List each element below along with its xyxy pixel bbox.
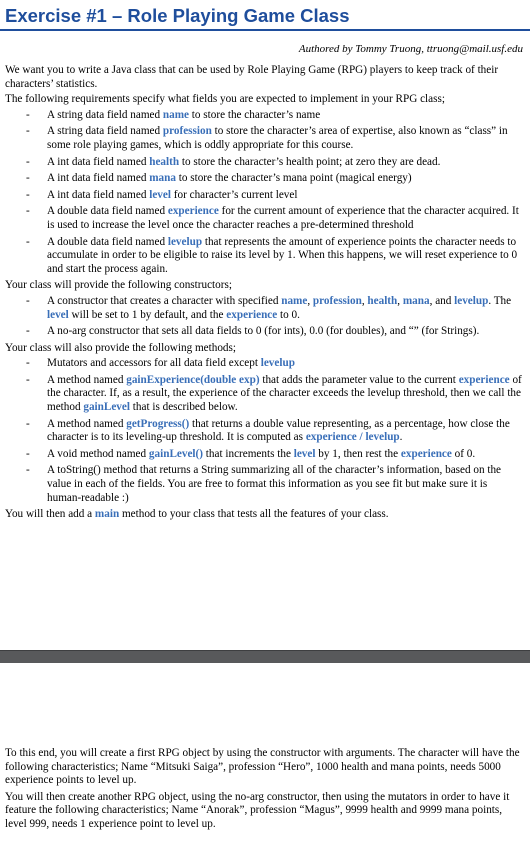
list-item: - A double data field named experience for the current amount of experience that the character acquired. It is used to increase the level once the character reaches a pre-determined threshold: [26, 205, 519, 231]
keyword: mana: [149, 172, 176, 185]
keyword: level: [47, 308, 69, 321]
keyword: profession: [312, 294, 362, 307]
first-object-paragraph: To this end, you will create a first RPG object by using the constructor with arguments. The character will have the following characteristics; Name “Mitsuki Saiga”, profession “Hero”, 1000 health and mana points, needs 5000 experience points to level up.: [5, 747, 520, 787]
keyword: level: [149, 188, 171, 201]
list-item: - A int data field named mana to store the character’s mana point (magical energy): [26, 172, 412, 185]
keyword: experience: [458, 373, 510, 386]
fields-list: [5, 109, 523, 277]
keyword: main: [94, 508, 120, 521]
keyword: level: [293, 447, 316, 460]
list-item: - A double data field named levelup that represents the amount of experience points the character needs to accumulate in order to be eligible to raise its level by 1. When this happens, we will reset experience to 0 and start the process again.: [26, 235, 518, 275]
list-item: - A no-arg constructor that sets all data fields to 0 (for ints), 0.0 (for doubles), and “” (for Strings).: [26, 325, 480, 338]
keyword: name: [162, 108, 189, 121]
main-method-paragraph: You will then add a main method to your class that tests all the features of your class.: [5, 508, 389, 521]
keyword: health: [149, 155, 180, 168]
bullet: -: [26, 294, 30, 307]
list-item: - A int data field named level for character’s current level: [26, 188, 298, 201]
keyword: gainLevel(): [148, 447, 203, 460]
bullet: -: [26, 325, 30, 338]
bullet: -: [26, 155, 30, 168]
keyword: gainExperience(double exp): [126, 373, 260, 386]
bullet: -: [26, 357, 30, 370]
keyword: experience: [226, 308, 278, 321]
bullet: -: [26, 172, 30, 185]
keyword: name: [281, 294, 308, 307]
fields-intro: The following requirements specify what fields you are expected to implement in your RPG class;: [5, 93, 445, 106]
list-item: - Mutators and accessors for all data field except levelup: [26, 357, 295, 370]
keyword: getProgress(): [126, 417, 190, 430]
bullet: -: [26, 417, 30, 430]
list-item: - A toString() method that returns a String summarizing all of the character’s information, based on the value in each of the fields. You are free to format this information as you see fit but make sure it is human-readable :): [26, 464, 502, 504]
keyword: mana: [402, 294, 430, 307]
bullet: -: [26, 125, 30, 138]
bullet: -: [26, 464, 30, 477]
exercise-body: [5, 64, 523, 524]
bullet: -: [26, 108, 30, 121]
bullet: -: [26, 447, 30, 460]
intro-paragraph: We want you to write a Java class that can be used by Role Playing Game (RPG) players to keep track of their characters’ statistics.: [5, 64, 499, 90]
list-item: - A string data field named name to store the character’s name: [26, 108, 321, 121]
keyword: health: [367, 294, 398, 307]
keyword: experience: [400, 447, 452, 460]
second-object-paragraph: You will then create another RPG object, using the no-arg constructor, then using the mutators in order to have it feature the following characteristics; Name “Anorak”, profession “Magus”, 9999 health and 9999 mana points, level 999, needs 1 experience point to level up.: [5, 790, 510, 830]
list-item: - A constructor that creates a character with specified name, profession, health, mana, and levelup. The level will be set to 1 by default, and the experience to 0.: [26, 294, 512, 321]
page-separator: [0, 650, 530, 664]
exercise-title: Exercise #1 – Role Playing Game Class: [5, 5, 350, 26]
keyword: levelup: [167, 235, 203, 248]
list-item: - A method named getProgress() that returns a double value representing, as a percentage, how close the character is to its leveling-up threshold. It is computed as experience / levelup.: [26, 417, 510, 444]
document-page-2: [0, 663, 530, 844]
list-item: - A method named gainExperience(double exp) that adds the parameter value to the current experience of the character. If, as a result, the experience of the character exceeds the levelup threshold, then we call the method gainLevel that is described below.: [26, 373, 522, 414]
constructors-list: [5, 295, 523, 339]
keyword: levelup: [260, 357, 295, 370]
list-item: - A string data field named profession to store the character’s area of expertise, also known as “class” in some role playing games, which is oddly appropriate for this course.: [26, 125, 508, 151]
bullet: -: [26, 205, 30, 218]
bullet: -: [26, 235, 30, 248]
keyword: profession: [162, 125, 212, 138]
constructors-intro: Your class will provide the following constructors;: [5, 279, 232, 292]
methods-list: [5, 357, 523, 505]
bullet: -: [26, 188, 30, 201]
list-item: - A int data field named health to store the character’s health point; at zero they are dead.: [26, 155, 441, 168]
keyword: levelup: [454, 294, 489, 307]
methods-intro: Your class will also provide the following methods;: [5, 341, 236, 354]
author-line: Authored by Tommy Truong, ttruong@mail.usf.edu: [298, 43, 523, 55]
keyword: experience: [167, 205, 219, 218]
keyword: experience / levelup: [305, 431, 400, 444]
list-item: - A void method named gainLevel() that increments the level by 1, then rest the experience of 0.: [26, 447, 476, 460]
keyword: gainLevel: [83, 401, 130, 414]
title-underline: [0, 29, 530, 31]
page-2-body: [5, 747, 523, 835]
bullet: -: [26, 373, 30, 386]
